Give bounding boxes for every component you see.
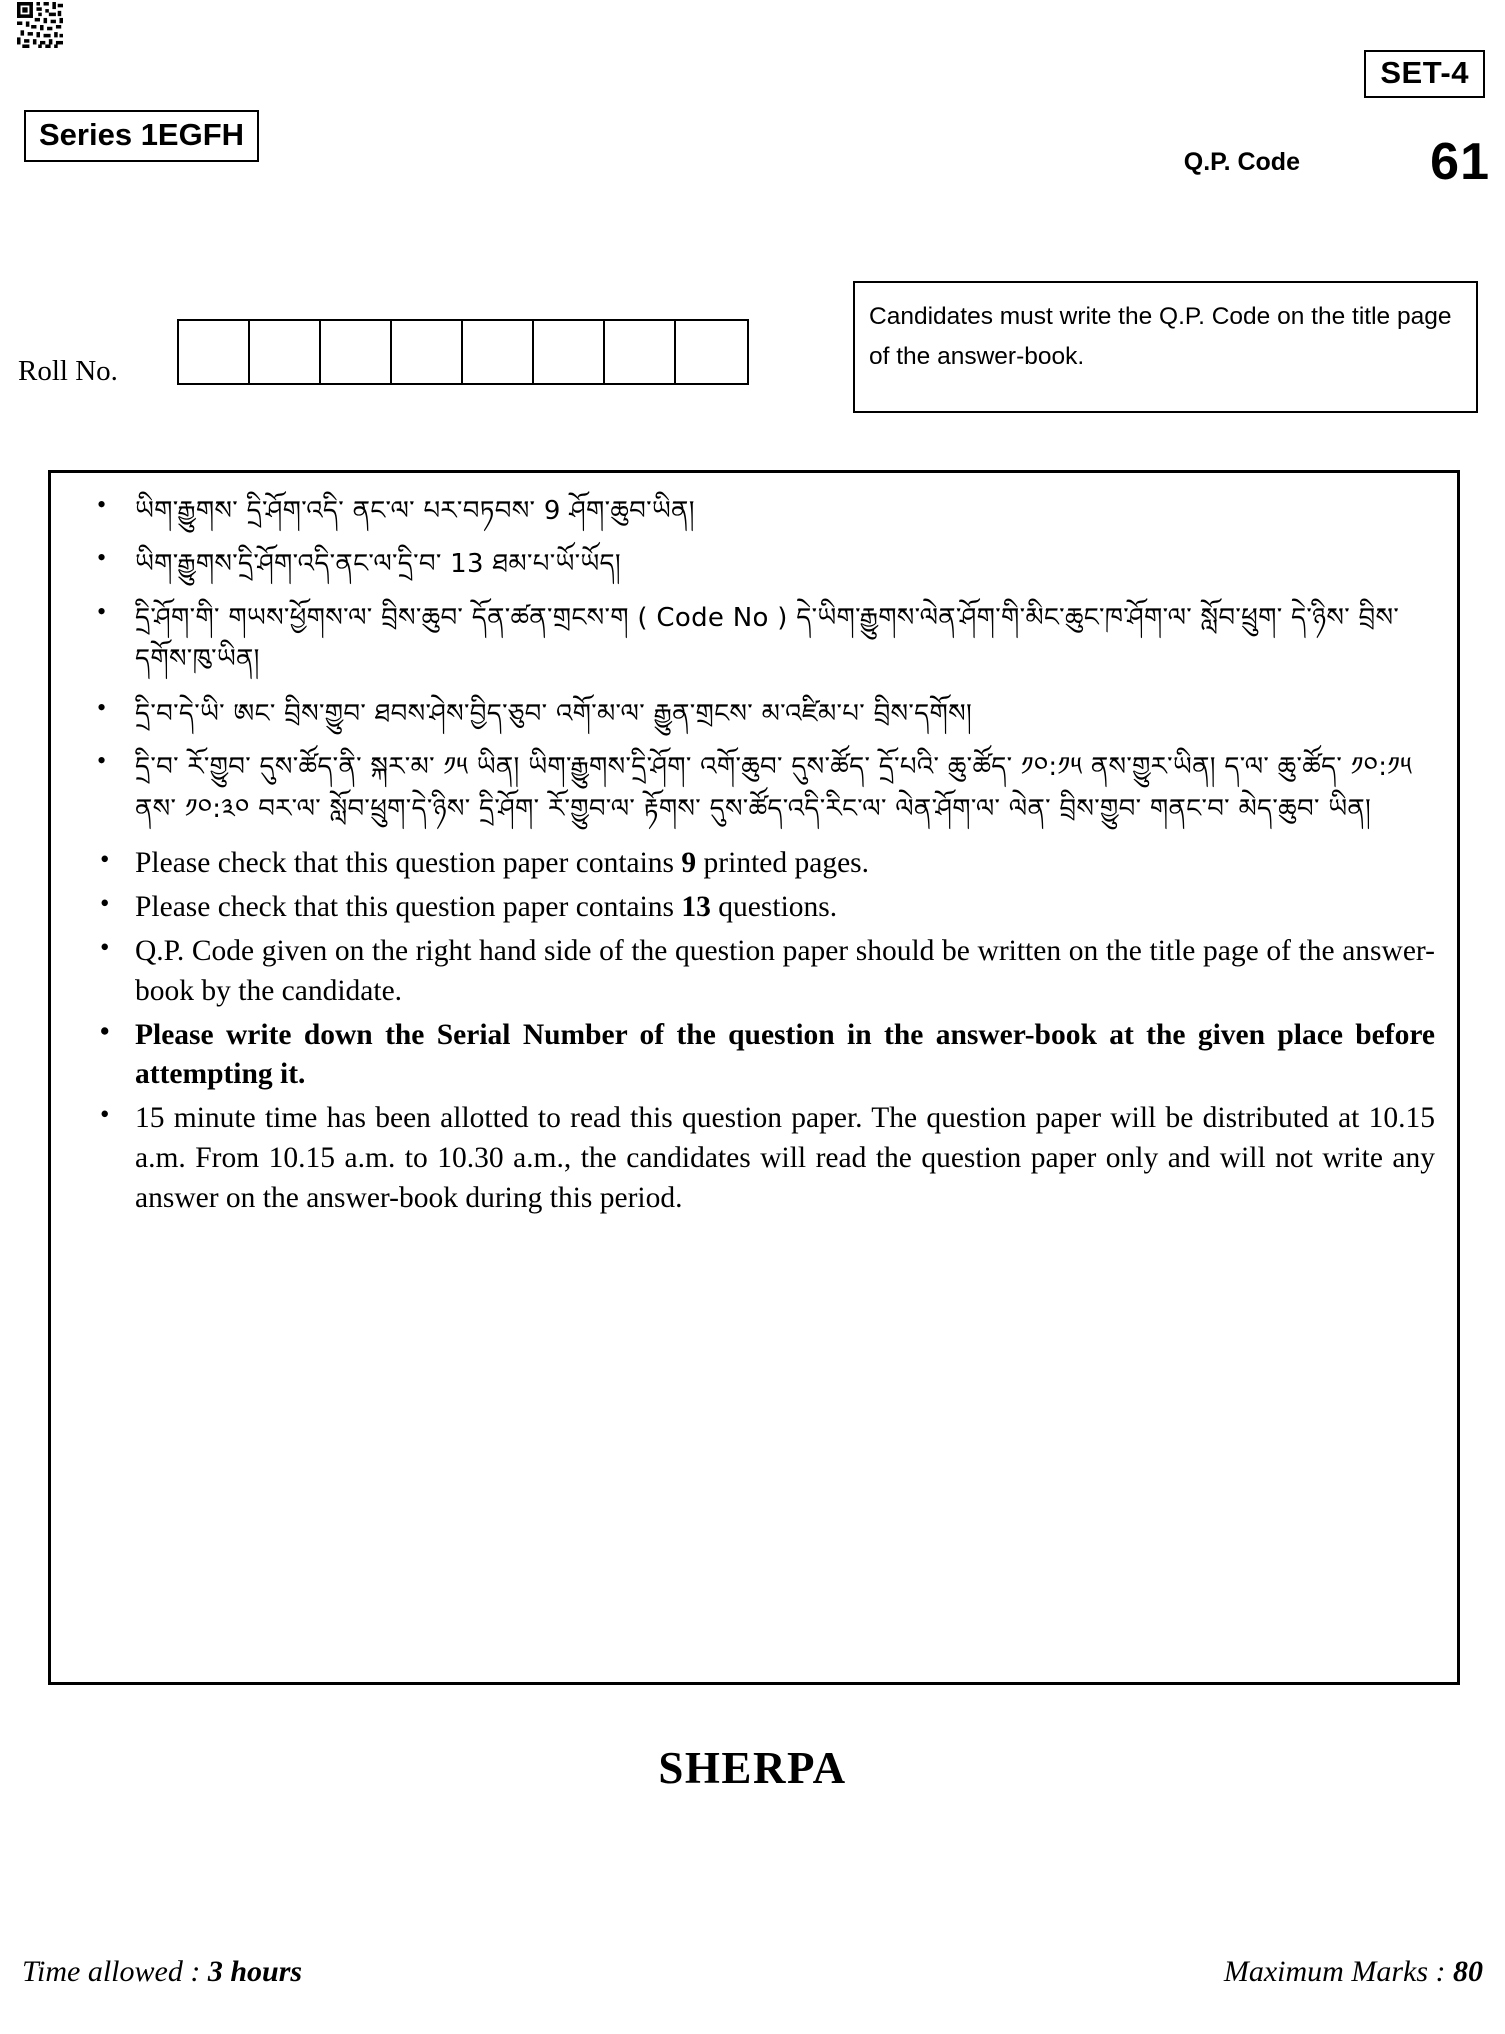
time-allowed-label: Time allowed : [22,1955,208,1988]
page-title: SHERPA [658,1743,847,1793]
roll-no-cell[interactable] [605,321,676,383]
list-item [73,844,1435,884]
qp-code-value: 61 [1430,133,1490,191]
roll-no-cell[interactable] [463,321,534,383]
english-instruction-text: 13 [681,891,711,924]
roll-no-cell[interactable] [392,321,463,383]
english-instruction-text: 9 [681,847,697,880]
maximum-marks-label: Maximum Marks : [1223,1955,1453,1988]
english-instruction-text: Q.P. Code given on the right hand side of the question paper should be written on the title page of the answer-book by the candidate. [135,934,1435,1007]
english-instruction-text: questions. [710,891,838,924]
qp-code-label: Q.P. Code [1183,148,1300,176]
english-instruction-text: Please write down the Serial Number of the question in the answer-book at the given place before attempting it. [135,1018,1435,1091]
english-instructions-list [73,844,1435,1218]
roll-no-field[interactable] [177,319,749,385]
list-item [73,747,1435,830]
roll-no-label: Roll No. [18,355,118,387]
time-allowed [22,1955,302,1989]
list-item [73,888,1435,928]
roll-no-cell[interactable] [676,321,747,383]
list-item [73,598,1435,681]
tibetan-instructions-list [73,491,1435,830]
english-instruction-text: 15 minute time has been allotted to read this question paper. The question paper will be distributed at 10.15 a.m. From 10.15 a.m. to 10.30 a.m., the candidates will read the question paper only and will not write any answer on the answer-book during this period. [135,1102,1435,1214]
candidate-note-box: Candidates must write the Q.P. Code on the title page of the answer-book. [853,281,1478,413]
roll-no-cell[interactable] [321,321,392,383]
english-instruction-text: printed pages. [696,847,870,880]
list-item [73,491,1435,531]
tibetan-instruction-text: • དྲི་ཤོག་གི་ གཡས་ཕྱོགས་ལ་ བྲིས་ཆུབ་ དོན་ཚན་གྲངས་ག ( Code No ) དེ་ཡིག་རྒྱུགས་ལེན་ཤོག་གི་མིང་ཆུང་ཁ་ཤོག་ལ་ སློབ་ཕྲུག་ དེ་ཉིས་ བྲིས་དགོས་ཁུ་ཡིན། [135,602,1400,675]
time-allowed-value: 3 hours [207,1955,303,1988]
instructions-box [48,470,1460,1685]
qr-code-icon [14,2,66,48]
list-item [73,932,1435,1012]
list-item [73,544,1435,584]
roll-no-cell[interactable] [179,321,250,383]
english-instruction-text: Please check that this question paper contains [135,891,682,924]
list-item [73,1099,1435,1218]
set-code-box: SET-4 [1364,50,1485,98]
roll-no-cell[interactable] [534,321,605,383]
list-item [73,694,1435,734]
maximum-marks-value: 80 [1453,1955,1483,1988]
tibetan-instruction-text: • དྲི་བ་དེ་ཡི་ ཨང་ བྲིས་གྱུབ་ ཐབས་ཤེས་བྱིད་ཅུབ་ འགོ་མ་ལ་ རྒྱུན་གྲངས་ མ་འཛིམ་པ་ བྲིས་དགོས། [135,698,973,729]
maximum-marks [1224,1955,1483,1989]
tibetan-instruction-text: • དྲི་བ་ རོ་གྱུབ་ དུས་ཚོད་ནི་ སྐར་མ་ ༡༥ ཡིན། ཡིག་རྒྱུགས་དྲི་ཤོག་ འགོ་ཆུབ་ དུས་ཚོད་ དྲོ་པའི་ ཆུ་ཚོད་ ༡༠:༡༥ ནས་གྱུར་ཡིན། ད་ལ་ ཆུ་ཚོད་ ༡༠:༡༥ ནས་ ༡༠:༣༠ བར་ལ་ སློབ་ཕྲུག་དེ་ཉིས་ དྲི་ཤོག་ རོ་གྱུབ་ལ་ རྟོགས་ དུས་ཚོད་འདི་རིང་ལ་ ལེན་ཤོག་ལ་ ལེན་ བྲིས་གྱུབ་ གནང་བ་ མེད་ཆུབ་ ཡིན། [135,752,1413,824]
series-code-box: Series 1EGFH [24,110,259,162]
roll-no-cell[interactable] [250,321,321,383]
tibetan-instruction-text: • ཡིག་རྒྱུགས་དྲི་ཤོག་འདི་ནང་ལ་དྲི་བ་ 13 ཐམ་པ་ཡོ་ཡོད། [135,549,621,580]
list-item [73,1016,1435,1096]
tibetan-instruction-text: • ཡིག་རྒྱུགས་ དྲི་ཤོག་འདི་ ནང་ལ་ པར་བཏབས་ 9 ཤོག་ཆུབ་ཡིན། [135,496,695,526]
english-instruction-text: Please check that this question paper contains [135,847,682,880]
